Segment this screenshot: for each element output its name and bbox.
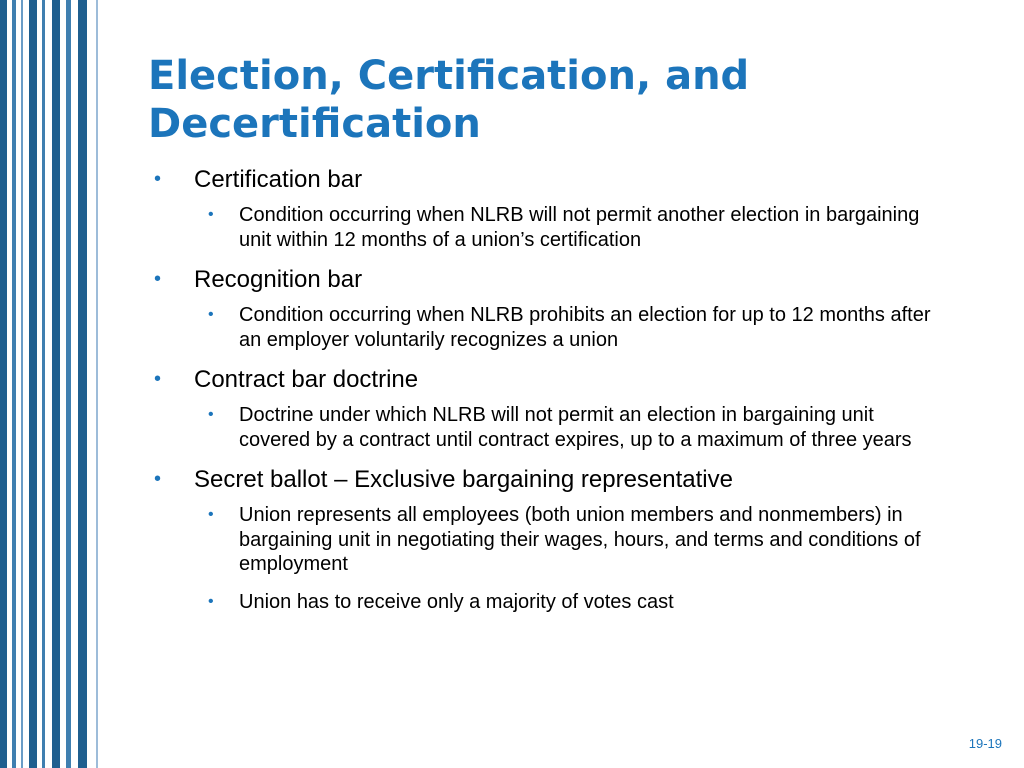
decorative-stripe — [29, 0, 37, 768]
sub-bullet-text: Union has to receive only a majority of votes cast — [239, 590, 674, 613]
sub-bullet-icon: • — [208, 306, 214, 323]
sub-bullet-item — [152, 590, 972, 615]
bullet-label: Certification bar — [194, 166, 363, 193]
decorative-stripe — [52, 0, 60, 768]
bullet-item — [152, 365, 972, 394]
bullet-list — [152, 165, 972, 627]
page-number: 19-19 — [968, 736, 1002, 751]
title-line-2: Decertification — [148, 101, 481, 147]
sub-bullet-text: Condition occurring when NLRB prohibits an election for up to 12 months after an employer voluntarily recognizes a union — [239, 304, 931, 351]
bullet-icon: • — [154, 368, 162, 390]
sub-bullet-icon: • — [208, 506, 214, 523]
decorative-stripe — [78, 0, 87, 768]
sub-bullet-text: Condition occurring when NLRB will not permit another election in bargaining unit within 12 months of a union’s certification — [239, 204, 920, 251]
sub-bullet-item — [152, 503, 972, 577]
bullet-label: Secret ballot – Exclusive bargaining representative — [194, 466, 733, 493]
bullet-label: Contract bar doctrine — [194, 366, 419, 393]
sub-bullet-item — [152, 203, 972, 252]
decorative-stripe — [21, 0, 23, 768]
slide-title — [148, 52, 988, 148]
sub-bullet-text: Doctrine under which NLRB will not permit an election in bargaining unit covered by a contract until contract expires, up to a maximum of three years — [239, 404, 912, 451]
bullet-item — [152, 465, 972, 494]
bullet-item — [152, 265, 972, 294]
sub-bullet-icon: • — [208, 406, 214, 423]
decorative-stripe — [0, 0, 7, 768]
bullet-item — [152, 165, 972, 194]
sub-bullet-item — [152, 403, 972, 452]
sub-bullet-text: Union represents all employees (both union members and nonmembers) in bargaining unit in negotiating their wages, hours, and terms and conditions of employment — [239, 504, 921, 575]
bullet-icon: • — [154, 168, 162, 190]
sub-bullet-icon: • — [208, 592, 214, 610]
decorative-stripe — [12, 0, 16, 768]
title-line-1: Election, Certification, and — [148, 53, 750, 99]
decorative-stripe — [96, 0, 98, 768]
decorative-stripe — [42, 0, 45, 768]
sub-bullet-icon: • — [208, 206, 214, 223]
bullet-icon: • — [154, 268, 162, 290]
bullet-label: Recognition bar — [194, 266, 363, 293]
sub-bullet-item — [152, 303, 972, 352]
decorative-stripe — [66, 0, 71, 768]
bullet-icon: • — [154, 468, 162, 490]
